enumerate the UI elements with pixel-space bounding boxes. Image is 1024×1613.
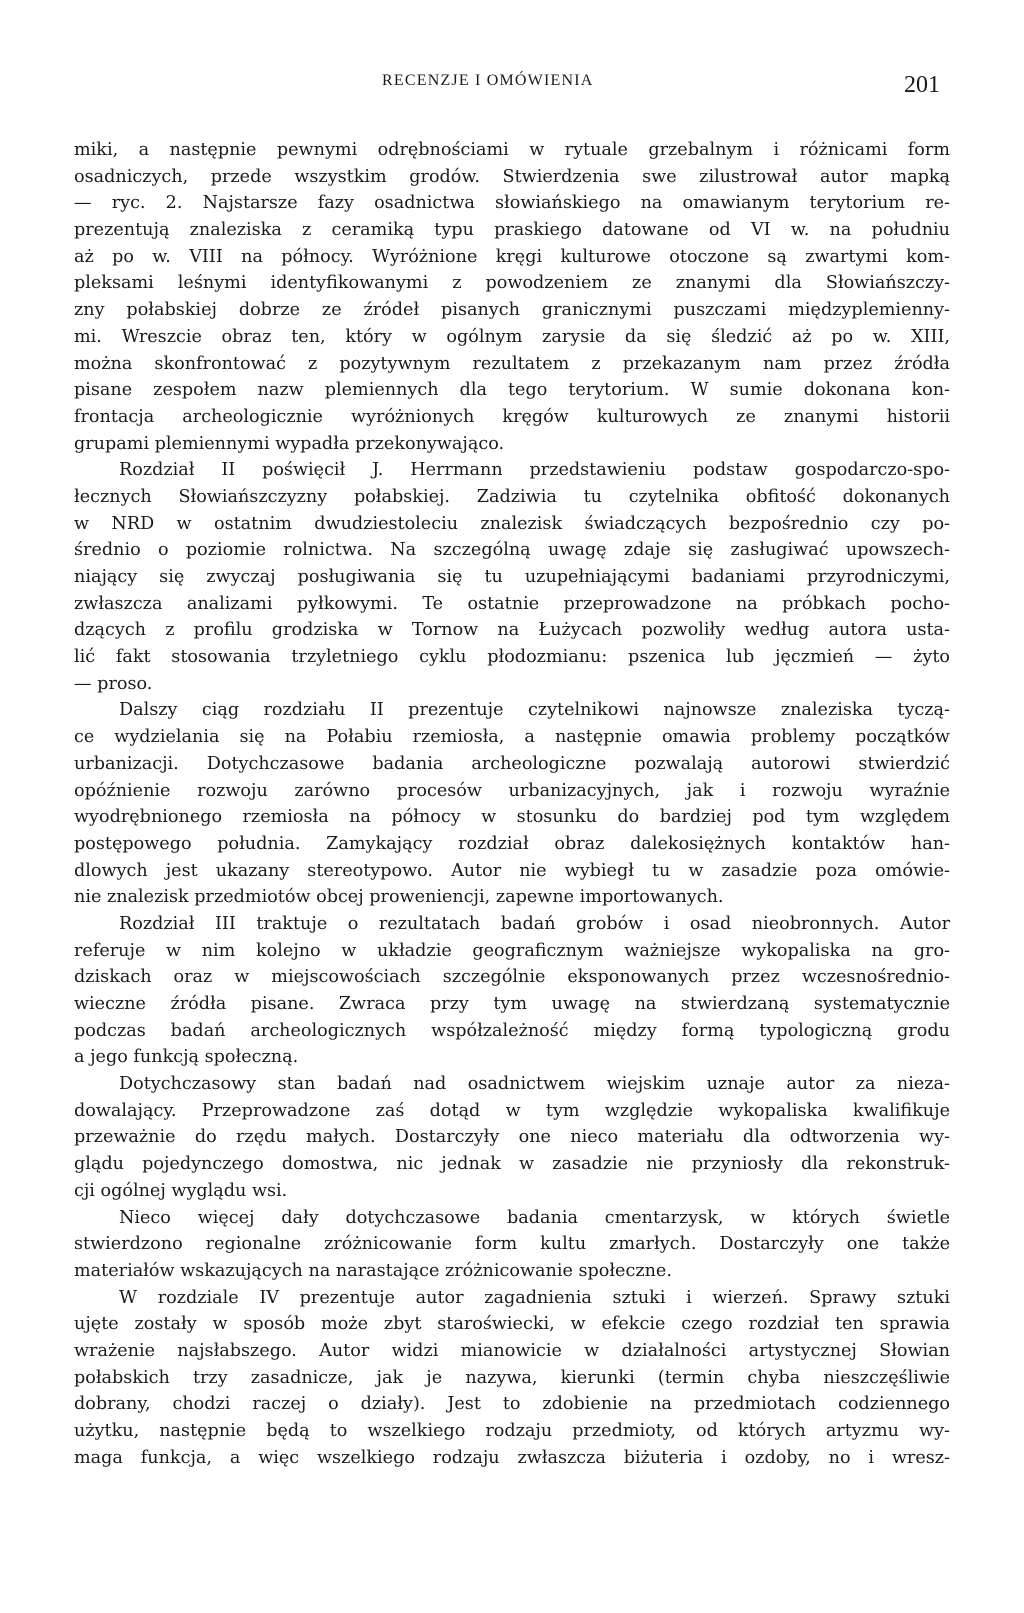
text-line: łecznych Słowiańszczyzny połabskiej. Zadziwia tu czytelnika obfitość dokonanych — [74, 486, 950, 507]
text-line: nie znalezisk przedmiotów obcej proweniencji, zapewne importowanych. — [74, 887, 724, 908]
text-line: dowalający. Przeprowadzone zaś dotąd w tym względzie wykopaliska kwalifikuje — [74, 1100, 950, 1121]
text-line: wieczne źródła pisane. Zwraca przy tym uwagę na stwierdzaną systematycznie — [74, 994, 950, 1014]
text-line: cji ogólnej wyglądu wsi. — [74, 1180, 288, 1201]
text-line: ce wydzielania się na Połabiu rzemiosła, a następnie omawia problemy początków — [74, 727, 950, 748]
text-line: — proso. — [74, 673, 153, 694]
text-line: pleksami leśnymi identyfikowanymi z powodzeniem ze znanymi dla Słowiańszczy- — [74, 273, 950, 294]
text-line: a jego funkcją społeczną. — [74, 1047, 299, 1068]
text-line: niający się zwyczaj posługiwania się tu uzupełniającymi badaniami przyrodniczymi, — [74, 567, 950, 587]
text-line: dziskach oraz w miejscowościach szczególnie eksponowanych przez wczesnośrednio- — [74, 967, 950, 988]
text-line: pisane zespołem nazw plemiennych dla tego terytorium. W sumie dokonana kon- — [74, 380, 950, 401]
text-line: dzących z profilu grodziska w Tornow na Łużycach pozwoliły według autora usta- — [74, 620, 950, 641]
text-line: prezentują znaleziska z ceramiką typu praskiego datowane od VI w. na południu — [74, 220, 950, 241]
text-line: glądu pojedynczego domostwa, nic jednak w zasadzie nie przyniosły dla rekonstruk- — [74, 1154, 950, 1175]
text-line: mi. Wreszcie obraz ten, który w ogólnym zarysie da się śledzić aż po w. XIII, — [74, 326, 950, 347]
running-title: RECENZJE I OMÓWIENIA — [382, 72, 594, 89]
text-line: frontacja archeologicznie wyróżnionych kręgów kulturowych ze znanymi historii — [74, 406, 950, 427]
text-line: ujęte zostały w sposób może zbyt staroświecki, w efekcie czego rozdział ten sprawia — [74, 1314, 950, 1335]
text-line: Dotychczasowy stan badań nad osadnictwem wiejskim uznaje autor za nieza- — [119, 1074, 950, 1095]
body-text — [74, 137, 950, 1471]
text-line: średnio o poziomie rolnictwa. Na szczególną uwagę zdaje się zasługiwać upowszech- — [74, 540, 950, 561]
text-line: wrażenie najsłabszego. Autor widzi mianowicie w działalności artystycznej Słowian — [74, 1340, 950, 1361]
text-line: Dalszy ciąg rozdziału II prezentuje czytelnikowi najnowsze znaleziska tyczą- — [119, 700, 950, 721]
text-line: stwierdzono regionalne zróżnicowanie form kultu zmarłych. Dostarczyły one także — [74, 1234, 950, 1255]
text-line: zny połabskiej dobrze ze źródeł pisanych granicznymi puszczami międzyplemienny- — [74, 300, 950, 321]
text-line: Rozdział III traktuje o rezultatach badań grobów i osad nieobronnych. Autor — [119, 913, 950, 934]
text-line: lić fakt stosowania trzyletniego cyklu płodozmianu: pszenica lub jęczmień — żyto — [74, 647, 950, 668]
text-line: referuje w nim kolejno w układzie geograficznym ważniejsze wykopaliska na gro- — [74, 940, 950, 961]
text-line: zwłaszcza analizami pyłkowymi. Te ostatnie przeprowadzone na próbkach pocho- — [74, 593, 950, 614]
text-line: połabskich trzy zasadnicze, jak je nazywa, kierunki (termin chyba nieszczęśliwie — [74, 1367, 950, 1388]
text-line: w NRD w ostatnim dwudziestoleciu znalezisk świadczących bezpośrednio czy po- — [74, 513, 950, 534]
text-line: dobrany, chodzi raczej o działy). Jest to zdobienie na przedmiotach codziennego — [74, 1394, 950, 1415]
page-number: 201 — [904, 72, 940, 98]
text-line: miki, a następnie pewnymi odrębnościami w rytuale grzebalnym i różnicami form — [74, 140, 950, 160]
text-line: materiałów wskazujących na narastające zróżnicowanie społeczne. — [74, 1260, 672, 1281]
text-line: maga funkcja, a więc wszelkiego rodzaju zwłaszcza biżuteria i ozdoby, no i wresz- — [74, 1447, 950, 1468]
text-line: Nieco więcej dały dotychczasowe badania cmentarzysk, w których świetle — [119, 1207, 950, 1228]
text-line: grupami plemiennymi wypadła przekonywająco. — [74, 433, 505, 454]
text-line: użytku, następnie będą to wszelkiego rodzaju przedmioty, od których artyzmu wy- — [74, 1421, 950, 1441]
text-line: urbanizacji. Dotychczasowe badania archeologiczne pozwalają autorowi stwierdzić — [74, 753, 950, 774]
text-line: opóźnienie rozwoju zarówno procesów urbanizacyjnych, jak i rozwoju wyraźnie — [74, 780, 950, 801]
text-line: osadniczych, przede wszystkim grodów. Stwierdzenia swe zilustrował autor mapką — [74, 166, 950, 187]
text-line: W rozdziale IV prezentuje autor zagadnienia sztuki i wierzeń. Sprawy sztuki — [119, 1287, 950, 1308]
text-line: — ryc. 2. Najstarsze fazy osadnictwa słowiańskiego na omawianym terytorium re- — [74, 193, 950, 214]
text-line: przeważnie do rzędu małych. Dostarczyły one nieco materiału dla odtworzenia wy- — [74, 1127, 950, 1148]
text-line: Rozdział II poświęcił J. Herrmann przedstawieniu podstaw gospodarczo-spo- — [119, 460, 950, 481]
text-line: dlowych jest ukazany stereotypowo. Autor nie wybiegł tu w zasadzie poza omówie- — [74, 860, 950, 881]
text-line: podczas badań archeologicznych współzależność między formą typologiczną grodu — [74, 1020, 950, 1041]
text-line: postępowego południa. Zamykający rozdział obraz dalekosiężnych kontaktów han- — [74, 833, 950, 854]
text-line: można skonfrontować z pozytywnym rezultatem z przekazanym nam przez źródła — [74, 353, 950, 374]
text-line: wyodrębnionego rzemiosła na północy w stosunku do bardziej pod tym względem — [74, 807, 950, 828]
text-line: aż po w. VIII na północy. Wyróżnione kręgi kulturowe otoczone są zwartymi kom- — [74, 246, 950, 267]
